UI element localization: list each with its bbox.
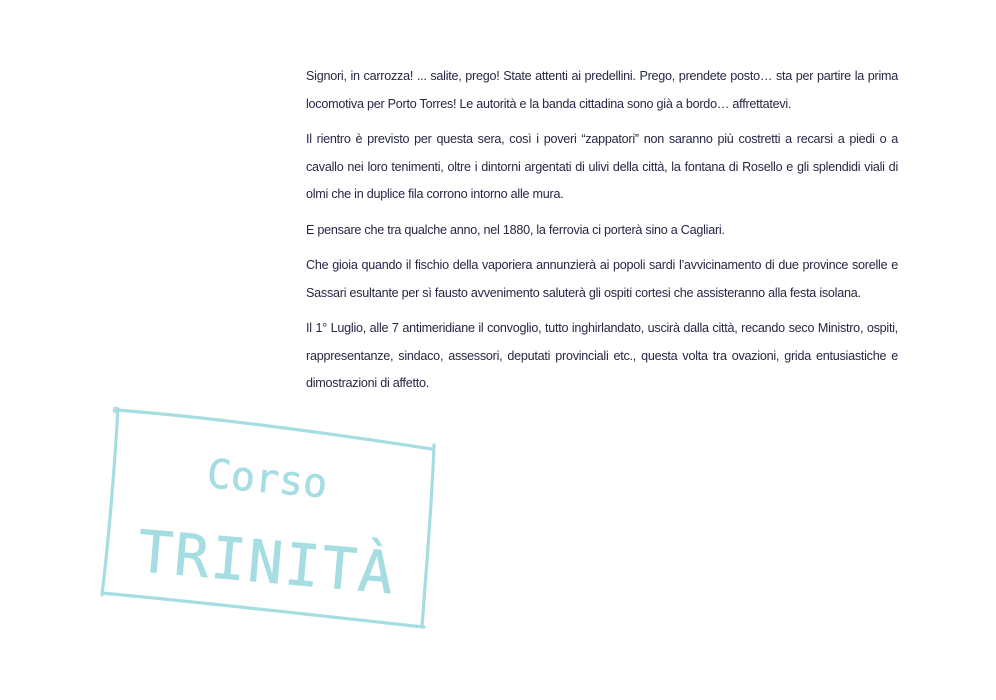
stamp-line-1: Corso: [205, 451, 330, 508]
paragraph-1: Signori, in carrozza! ... salite, prego! State attenti ai predellini. Prego, prendete posto… sta per partire la prima locomotiva per Porto Torres! Le autorità e la banda cittadina sono già a bordo… affrettatevi.: [306, 69, 898, 111]
stamp-frame-top: [116, 410, 432, 449]
stamp-line-2: TRINITÀ: [134, 517, 399, 608]
paragraph-2: Il rientro è previsto per questa sera, così i poveri “zappatori” non saranno più costretti a recarsi a piedi o a cavallo nei loro tenimenti, oltre i dintorni argentati di ulivi della città, la fontana di Rosello e gli splendidi viali di olmi che in duplice fila corrono intorno alle mura.: [306, 132, 898, 201]
paragraph-4: Che gioia quando il fischio della vaporiera annunzierà ai popoli sardi l’avvicinamento di due province sorelle e Sassari esultante per sì fausto avvenimento saluterà gli ospiti cortesi che assisteranno alla festa isolana.: [306, 258, 898, 300]
stamp-frame-right: [422, 445, 434, 627]
body-text: [306, 63, 898, 406]
paragraph-3: E pensare che tra qualche anno, nel 1880, la ferrovia ci porterà sino a Cagliari.: [306, 222, 725, 237]
street-sign-stamp: [90, 395, 450, 635]
paragraph-5: Il 1° Luglio, alle 7 antimeridiane il convoglio, tutto inghirlandato, uscirà dalla città, recando seco Ministro, ospiti, rappresentanze, sindaco, assessori, deputati provinciali etc., questa volta tra ovazioni, grida entusiastiche e dimostrazioni di affetto.: [306, 321, 898, 390]
stamp-frame-left: [102, 409, 118, 595]
